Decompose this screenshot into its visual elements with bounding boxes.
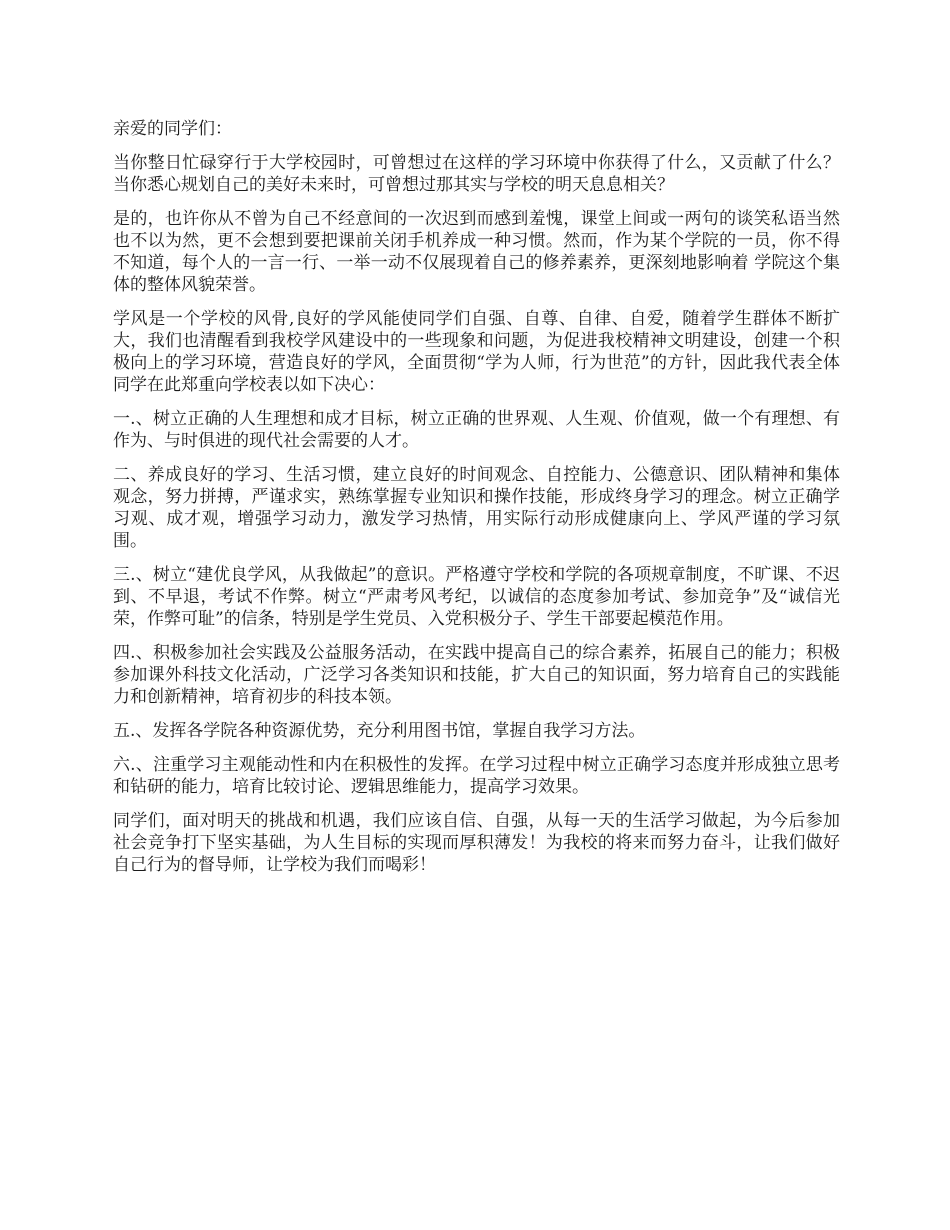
paragraph-resolution-5: 五.、发挥各学院各种资源优势，充分利用图书馆，掌握自我学习方法。 [113, 721, 646, 741]
document-page [113, 118, 840, 888]
paragraph-resolution-6: 六.、注重学习主观能动性和内在积极性的发挥。在学习过程中树立正确学习态度并形成独立思考和钻研的能力，培育比较讨论、逻辑思维能力，提高学习效果。 [113, 755, 840, 797]
paragraph-resolution-3: 三.、树立“建优良学风，从我做起”的意识。严格遵守学校和学院的各项规章制度，不旷课、不迟到、不早退，考试不作弊。树立“严肃考风考纪，以诚信的态度参加考试、参加竞争”及“诚信光荣，作弊可耻”的信条，特别是学生党员、入党积极分子、学生干部要起模范作用。 [113, 565, 840, 629]
paragraph-resolution-4: 四.、积极参加社会实践及公益服务活动，在实践中提高自己的综合素养，拓展自己的能力；积极参加课外科技文化活动，广泛学习各类知识和技能，扩大自己的知识面，努力培育自己的实践能力和创新精神，培育初步的科技本领。 [113, 643, 840, 707]
paragraph-resolution-2: 二、养成良好的学习、生活习惯，建立良好的时间观念、自控能力、公德意识、团队精神和集体观念，努力拼搏，严谨求实，熟练掌握专业知识和操作技能，形成终身学习的理念。树立正确学习观、成才观，增强学习动力，激发学习热情，用实际行动形成健康向上、学风严谨的学习氛围。 [113, 465, 840, 551]
paragraph-resolution-1: 一.、树立正确的人生理想和成才目标，树立正确的世界观、人生观、价值观，做一个有理想、有作为、与时俱进的现代社会需要的人才。 [113, 409, 840, 451]
paragraph-closing: 同学们，面对明天的挑战和机遇，我们应该自信、自强，从每一天的生活学习做起，为今后参加社会竞争打下坚实基础，为人生目标的实现而厚积薄发！为我校的将来而努力奋斗，让我们做好自己行为的督导师，让学校为我们而喝彩！ [113, 811, 840, 875]
paragraph-intro-question: 当你整日忙碌穿行于大学校园时，可曾想过在这样的学习环境中你获得了什么，又贡献了什么？当你悉心规划自己的美好未来时，可曾想过那其实与学校的明天息息相关？ [113, 153, 840, 195]
paragraph-study-style: 学风是一个学校的风骨,良好的学风能使同学们自强、自尊、自律、自爱，随着学生群体不断扩大，我们也清醒看到我校学风建设中的一些现象和问题，为促进我校精神文明建设，创建一个积极向上的学习环境，营造良好的学风，全面贯彻“学为人师，行为世范”的方针，因此我代表全体同学在此郑重向学校表以如下决心： [113, 309, 840, 395]
paragraph-reflection: 是的，也许你从不曾为自己不经意间的一次迟到而感到羞愧，课堂上间或一两句的谈笑私语当然也不以为然，更不会想到要把课前关闭手机养成一种习惯。然而，作为某个学院的一员，你不得不知道，每个人的一言一行、一举一动不仅展现着自己的修养素养，更深刻地影响着 学院这个集体的整体风貌荣誉。 [113, 209, 840, 295]
letter-greeting: 亲爱的同学们： [113, 119, 232, 139]
